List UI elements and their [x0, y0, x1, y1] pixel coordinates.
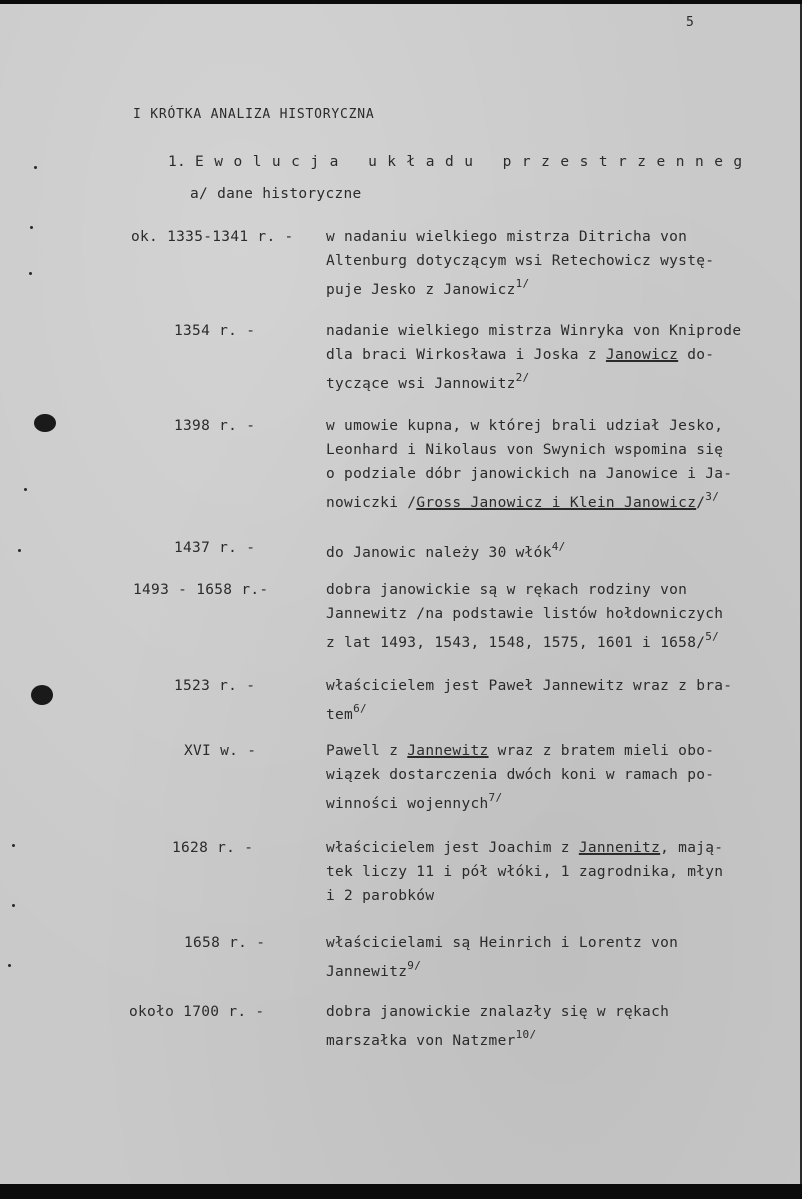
- margin-mark: [24, 488, 27, 491]
- entry-line: [326, 1029, 536, 1049]
- entry-line-text: wiązek dostarczenia dwóch koni w ramach po-: [326, 767, 715, 783]
- entry-line: [326, 254, 714, 269]
- entry-line-text: dobra janowickie są w rękach rodziny von: [326, 582, 688, 598]
- entry-line-text: do-: [678, 347, 715, 363]
- entry-line-text: do Janowic należy 30 włók: [326, 545, 552, 561]
- entry-date: ok. 1335-1341 r. -: [131, 229, 294, 245]
- footnote-reference: 9/: [407, 959, 422, 972]
- margin-mark: [18, 549, 21, 552]
- footnote-reference: 3/: [705, 490, 720, 503]
- entry-line-text: nadanie wielkiego mistrza Winryka von Kniprode: [326, 323, 742, 339]
- entry-line-text: Pawell z: [326, 743, 408, 759]
- entry-line: [326, 768, 714, 783]
- entry-date: 1658 r. -: [184, 935, 266, 951]
- entry-line-text: z lat 1493, 1543, 1548, 1575, 1601 i 1658/: [326, 635, 706, 651]
- entry-line: [326, 607, 723, 622]
- subsection-number: 1.: [168, 154, 187, 170]
- entry-line-text: tek liczy 11 i pół włóki, 1 zagrodnika, młyn: [326, 864, 724, 880]
- entry-date: 1437 r. -: [174, 540, 256, 556]
- punch-hole-top: [34, 414, 56, 432]
- entry-line-text: i 2 parobków: [326, 888, 435, 904]
- entry-line: [326, 865, 723, 880]
- section-heading: I KRÓTKA ANALIZA HISTORYCZNA: [133, 107, 375, 122]
- entry-line-text: /: [696, 495, 706, 511]
- page-number: 5: [686, 15, 695, 30]
- footnote-reference: 5/: [705, 630, 720, 643]
- entry-line-text: w umowie kupna, w której brali udział Jesko,: [326, 418, 724, 434]
- entry-line-text: wraz z bratem mieli obo-: [488, 743, 715, 759]
- margin-mark: [29, 272, 32, 275]
- entry-date: 1523 r. -: [174, 678, 256, 694]
- entry-line: [326, 230, 687, 245]
- entry-date: 1398 r. -: [174, 418, 256, 434]
- entry-line: [326, 348, 714, 363]
- entry-line: [326, 419, 723, 434]
- margin-mark: [12, 844, 15, 847]
- entry-line-text: Jannewitz: [326, 964, 408, 980]
- entry-line-text: marszałka von Natzmer: [326, 1033, 516, 1049]
- footnote-reference: 7/: [488, 791, 503, 804]
- punch-hole-bottom: [31, 685, 53, 705]
- footnote-reference: 4/: [551, 540, 566, 553]
- entry-line-text: w nadaniu wielkiego mistrza Ditricha von: [326, 229, 688, 245]
- document-page: [0, 4, 802, 1184]
- entry-line: [326, 703, 367, 723]
- entry-line: [326, 1005, 669, 1020]
- entry-line-text: Altenburg dotyczącym wsi Retechowicz wystę-: [326, 253, 715, 269]
- entry-line: [326, 889, 434, 904]
- entry-date: XVI w. -: [184, 743, 257, 759]
- footnote-reference: 2/: [515, 371, 530, 384]
- entry-line: [326, 372, 529, 392]
- entry-line-text: właścicielem jest Paweł Jannewitz wraz z bra-: [326, 678, 733, 694]
- entry-line: [326, 467, 732, 482]
- entry-line: [326, 792, 502, 812]
- entry-date: około 1700 r. -: [129, 1004, 265, 1020]
- margin-mark: [34, 166, 37, 169]
- entry-line-text: nowiczki /: [326, 495, 417, 511]
- entry-line-text: Leonhard i Nikolaus von Swynich wspomina się: [326, 442, 724, 458]
- footnote-reference: 6/: [353, 702, 367, 715]
- entry-line: [326, 324, 741, 339]
- underlined-place-name: Janowicz: [605, 347, 679, 363]
- margin-mark: [30, 226, 33, 229]
- entry-line-text: , mają-: [660, 840, 724, 856]
- entry-line: [326, 443, 723, 458]
- entry-line: [326, 541, 566, 561]
- margin-mark: [12, 904, 15, 907]
- entry-line-text: puje Jesko z Janowicz: [326, 282, 516, 298]
- entry-line-text: dla braci Wirkosława i Joska z: [326, 347, 606, 363]
- entry-line: [326, 631, 719, 651]
- entry-line-text: tem: [326, 707, 354, 723]
- entry-line: [326, 744, 714, 759]
- footnote-reference: 10/: [515, 1028, 537, 1041]
- entry-date: 1628 r. -: [172, 840, 254, 856]
- entry-line: [326, 960, 421, 980]
- entry-line-text: tyczące wsi Jannowitz: [326, 376, 516, 392]
- entry-date: 1354 r. -: [174, 323, 256, 339]
- entry-line-text: dobra janowickie znalazły się w rękach: [326, 1004, 670, 1020]
- subsection-title: Ewolucja układu przestrzenneg: [195, 154, 753, 170]
- entry-line: [326, 491, 719, 511]
- underlined-place-name: Gross Janowicz i Klein Janowicz: [416, 495, 697, 511]
- margin-mark: [8, 964, 11, 967]
- entry-line-text: właścicielami są Heinrich i Lorentz von: [326, 935, 679, 951]
- entry-date: 1493 - 1658 r.-: [133, 582, 269, 598]
- footnote-reference: 1/: [515, 277, 530, 290]
- entry-line: [326, 278, 529, 298]
- underlined-place-name: Jannenitz: [578, 840, 661, 856]
- entry-line: [326, 936, 678, 951]
- entry-line-text: właścicielem jest Joachim z: [326, 840, 579, 856]
- entry-line: [326, 679, 732, 694]
- entry-line-text: o podziale dóbr janowickich na Janowice i Ja-: [326, 466, 733, 482]
- entry-line: [326, 841, 723, 856]
- underlined-place-name: Jannewitz: [407, 743, 489, 759]
- entry-line-text: Jannewitz /na podstawie listów hołdowniczych: [326, 606, 724, 622]
- entry-line-text: winności wojennych: [326, 796, 489, 812]
- subheading: a/ dane historyczne: [190, 186, 362, 202]
- entry-line: [326, 583, 687, 598]
